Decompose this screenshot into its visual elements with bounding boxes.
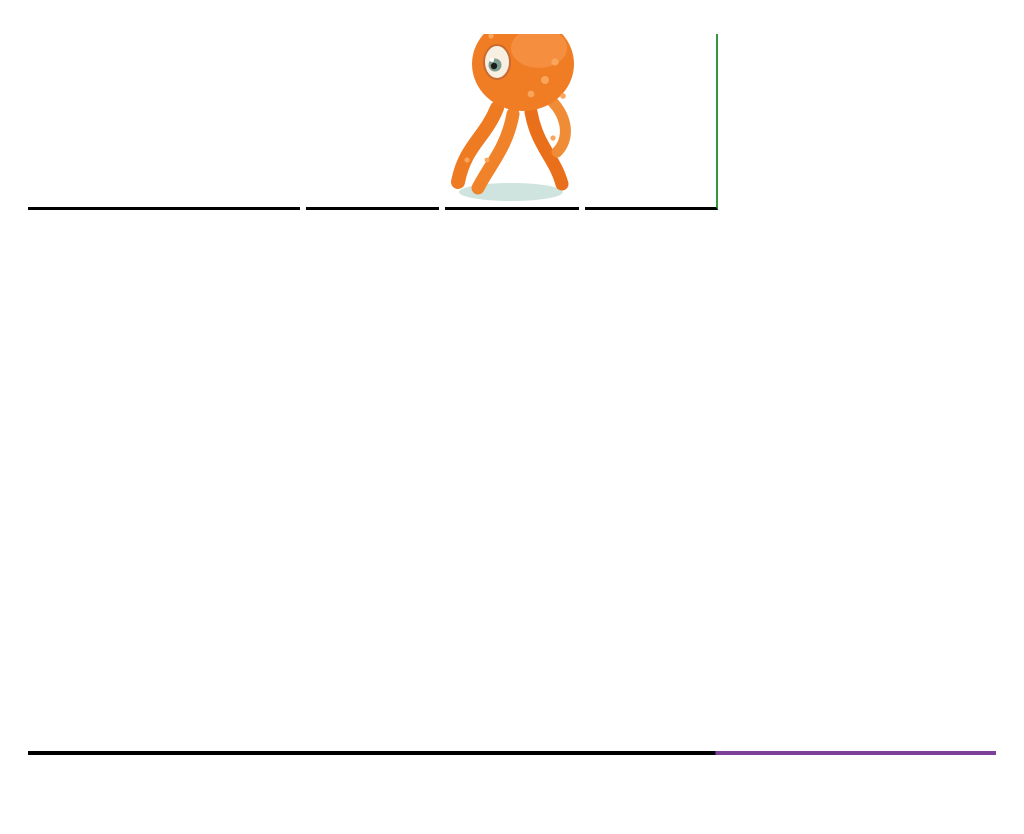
- bottom-rule: [28, 751, 996, 755]
- open-hours-section: [585, 34, 718, 210]
- divider: [30, 12, 40, 24]
- page-number-left: [30, 10, 40, 25]
- week-row-3: [28, 565, 996, 733]
- week-row-2: [28, 390, 996, 560]
- your-events-section: [306, 34, 439, 210]
- legend: [28, 741, 996, 749]
- octopus-cell: [445, 34, 578, 210]
- octopus-image: [445, 34, 577, 206]
- calendar-top-row: [28, 34, 996, 210]
- page-number-right: [984, 10, 994, 25]
- looking-ahead-section: [28, 34, 300, 210]
- masthead: [28, 8, 996, 30]
- divider: [984, 12, 994, 24]
- week-row-1: [28, 215, 996, 385]
